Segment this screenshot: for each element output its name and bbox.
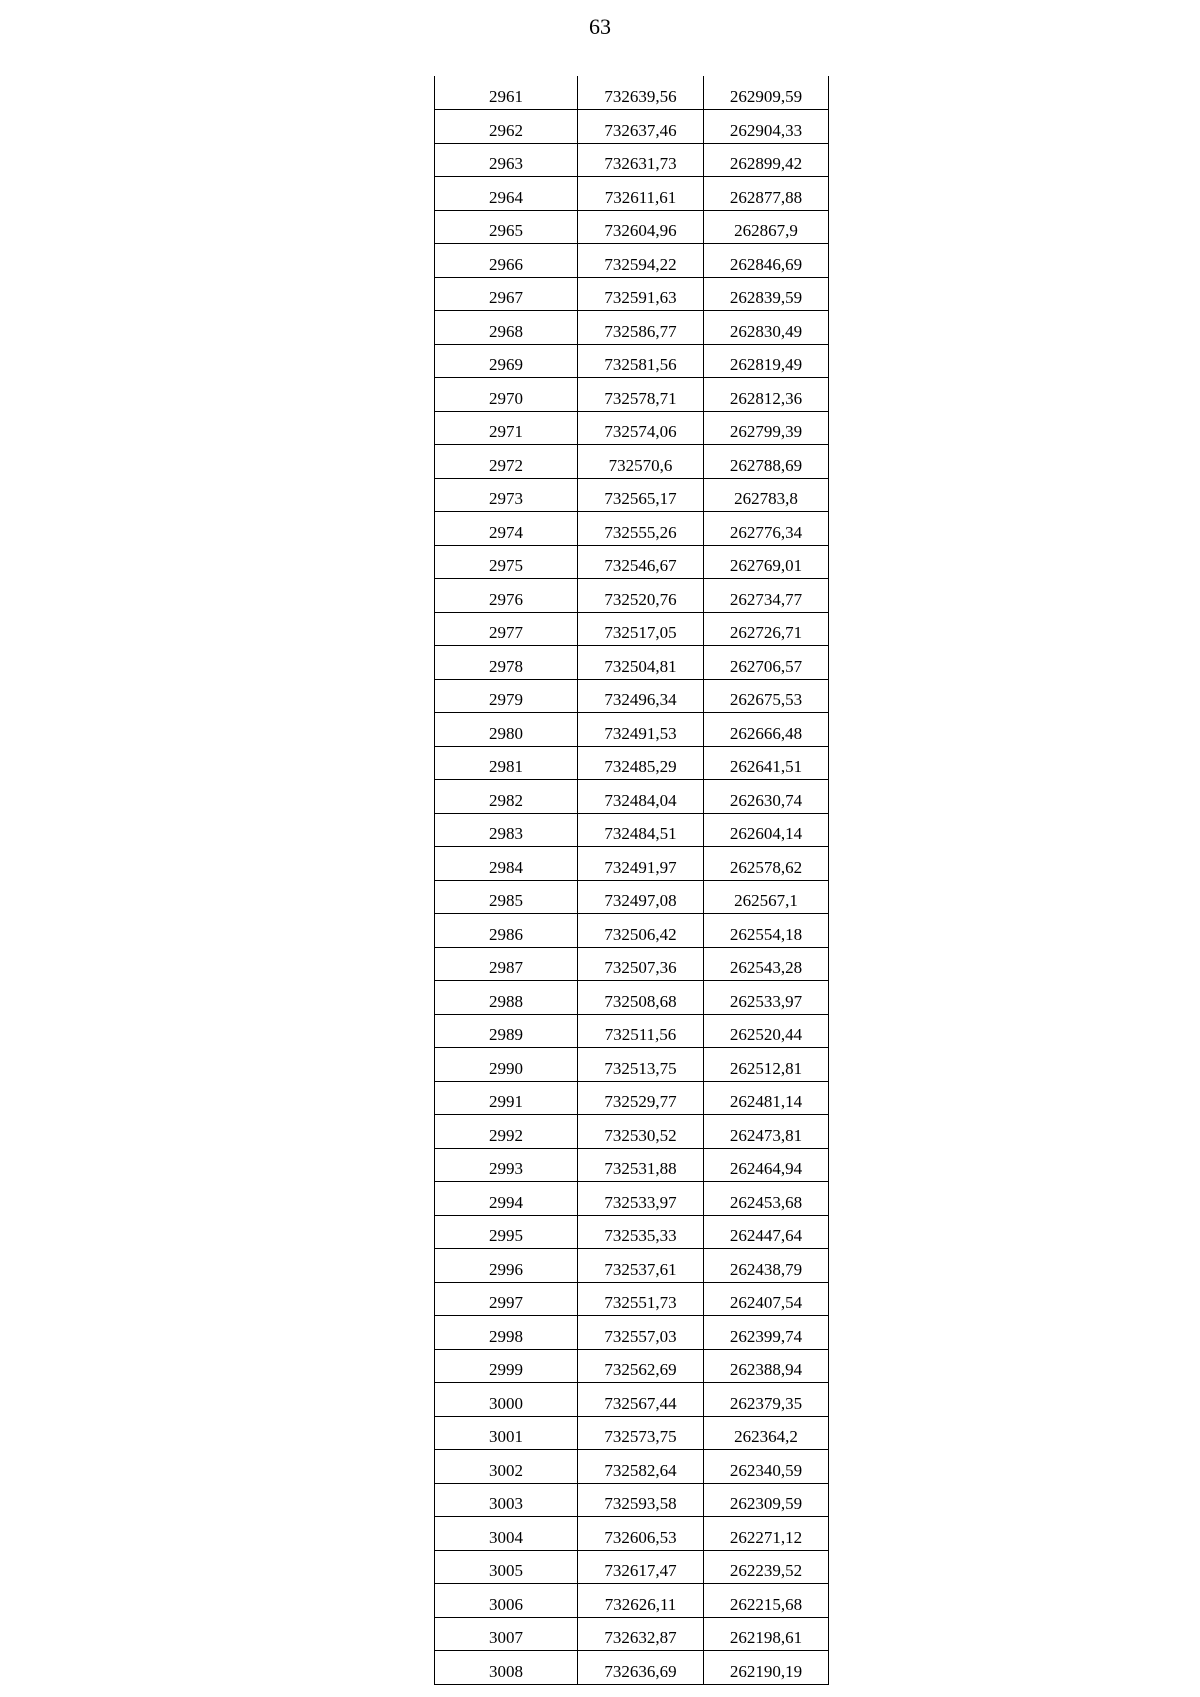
coordinates-table-body [435, 76, 829, 1684]
point-number-cell: 2978 [435, 646, 578, 680]
y-coordinate-cell: 262783,8 [704, 478, 829, 512]
table-row [435, 512, 829, 546]
y-coordinate-cell: 262554,18 [704, 914, 829, 948]
y-coordinate-cell: 262340,59 [704, 1450, 829, 1484]
table-row [435, 1517, 829, 1551]
x-coordinate-cell: 732530,52 [578, 1115, 704, 1149]
table-row [435, 1316, 829, 1350]
x-coordinate-cell: 732586,77 [578, 311, 704, 345]
point-number-cell: 2994 [435, 1182, 578, 1216]
table-row [435, 947, 829, 981]
y-coordinate-cell: 262909,59 [704, 76, 829, 110]
point-number-cell: 2976 [435, 579, 578, 613]
x-coordinate-cell: 732567,44 [578, 1383, 704, 1417]
x-coordinate-cell: 732485,29 [578, 746, 704, 780]
table-row [435, 646, 829, 680]
point-number-cell: 2980 [435, 713, 578, 747]
y-coordinate-cell: 262198,61 [704, 1617, 829, 1651]
x-coordinate-cell: 732513,75 [578, 1048, 704, 1082]
table-row [435, 110, 829, 144]
x-coordinate-cell: 732606,53 [578, 1517, 704, 1551]
table-row [435, 713, 829, 747]
point-number-cell: 2993 [435, 1148, 578, 1182]
x-coordinate-cell: 732604,96 [578, 210, 704, 244]
point-number-cell: 3004 [435, 1517, 578, 1551]
y-coordinate-cell: 262464,94 [704, 1148, 829, 1182]
point-number-cell: 2985 [435, 880, 578, 914]
y-coordinate-cell: 262904,33 [704, 110, 829, 144]
x-coordinate-cell: 732546,67 [578, 545, 704, 579]
y-coordinate-cell: 262578,62 [704, 847, 829, 881]
x-coordinate-cell: 732631,73 [578, 143, 704, 177]
y-coordinate-cell: 262447,64 [704, 1215, 829, 1249]
point-number-cell: 2998 [435, 1316, 578, 1350]
y-coordinate-cell: 262399,74 [704, 1316, 829, 1350]
table-row [435, 813, 829, 847]
table-row [435, 1550, 829, 1584]
point-number-cell: 2983 [435, 813, 578, 847]
x-coordinate-cell: 732533,97 [578, 1182, 704, 1216]
y-coordinate-cell: 262899,42 [704, 143, 829, 177]
point-number-cell: 2965 [435, 210, 578, 244]
y-coordinate-cell: 262481,14 [704, 1081, 829, 1115]
x-coordinate-cell: 732594,22 [578, 244, 704, 278]
point-number-cell: 3001 [435, 1416, 578, 1450]
table-row [435, 679, 829, 713]
x-coordinate-cell: 732639,56 [578, 76, 704, 110]
x-coordinate-cell: 732632,87 [578, 1617, 704, 1651]
point-number-cell: 2974 [435, 512, 578, 546]
y-coordinate-cell: 262512,81 [704, 1048, 829, 1082]
y-coordinate-cell: 262604,14 [704, 813, 829, 847]
table-row [435, 210, 829, 244]
point-number-cell: 3002 [435, 1450, 578, 1484]
y-coordinate-cell: 262473,81 [704, 1115, 829, 1149]
point-number-cell: 2999 [435, 1349, 578, 1383]
table-row [435, 1215, 829, 1249]
table-row [435, 579, 829, 613]
point-number-cell: 2969 [435, 344, 578, 378]
table-row [435, 1249, 829, 1283]
y-coordinate-cell: 262190,19 [704, 1651, 829, 1685]
y-coordinate-cell: 262407,54 [704, 1282, 829, 1316]
point-number-cell: 2984 [435, 847, 578, 881]
y-coordinate-cell: 262309,59 [704, 1483, 829, 1517]
table-row [435, 612, 829, 646]
x-coordinate-cell: 732517,05 [578, 612, 704, 646]
table-row [435, 1148, 829, 1182]
table-row [435, 1282, 829, 1316]
table-row [435, 981, 829, 1015]
x-coordinate-cell: 732611,61 [578, 177, 704, 211]
y-coordinate-cell: 262830,49 [704, 311, 829, 345]
point-number-cell: 2988 [435, 981, 578, 1015]
x-coordinate-cell: 732529,77 [578, 1081, 704, 1115]
table-row [435, 277, 829, 311]
point-number-cell: 2972 [435, 445, 578, 479]
table-row [435, 311, 829, 345]
table-row [435, 1651, 829, 1685]
table-row [435, 1584, 829, 1618]
point-number-cell: 2968 [435, 311, 578, 345]
x-coordinate-cell: 732537,61 [578, 1249, 704, 1283]
table-row [435, 880, 829, 914]
x-coordinate-cell: 732582,64 [578, 1450, 704, 1484]
table-row [435, 1048, 829, 1082]
y-coordinate-cell: 262666,48 [704, 713, 829, 747]
y-coordinate-cell: 262533,97 [704, 981, 829, 1015]
x-coordinate-cell: 732565,17 [578, 478, 704, 512]
x-coordinate-cell: 732574,06 [578, 411, 704, 445]
point-number-cell: 3008 [435, 1651, 578, 1685]
point-number-cell: 2961 [435, 76, 578, 110]
y-coordinate-cell: 262788,69 [704, 445, 829, 479]
table-row [435, 1014, 829, 1048]
y-coordinate-cell: 262846,69 [704, 244, 829, 278]
x-coordinate-cell: 732508,68 [578, 981, 704, 1015]
x-coordinate-cell: 732637,46 [578, 110, 704, 144]
page-number: 63 [589, 14, 611, 39]
y-coordinate-cell: 262734,77 [704, 579, 829, 613]
x-coordinate-cell: 732573,75 [578, 1416, 704, 1450]
x-coordinate-cell: 732484,51 [578, 813, 704, 847]
point-number-cell: 2992 [435, 1115, 578, 1149]
x-coordinate-cell: 732504,81 [578, 646, 704, 680]
y-coordinate-cell: 262438,79 [704, 1249, 829, 1283]
table-row [435, 1483, 829, 1517]
point-number-cell: 2975 [435, 545, 578, 579]
x-coordinate-cell: 732484,04 [578, 780, 704, 814]
x-coordinate-cell: 732497,08 [578, 880, 704, 914]
y-coordinate-cell: 262453,68 [704, 1182, 829, 1216]
table-row [435, 746, 829, 780]
x-coordinate-cell: 732562,69 [578, 1349, 704, 1383]
point-number-cell: 3007 [435, 1617, 578, 1651]
point-number-cell: 2967 [435, 277, 578, 311]
point-number-cell: 2982 [435, 780, 578, 814]
x-coordinate-cell: 732578,71 [578, 378, 704, 412]
table-row [435, 143, 829, 177]
point-number-cell: 2987 [435, 947, 578, 981]
point-number-cell: 2973 [435, 478, 578, 512]
point-number-cell: 2986 [435, 914, 578, 948]
point-number-cell: 2997 [435, 1282, 578, 1316]
y-coordinate-cell: 262215,68 [704, 1584, 829, 1618]
y-coordinate-cell: 262776,34 [704, 512, 829, 546]
y-coordinate-cell: 262567,1 [704, 880, 829, 914]
table-row [435, 244, 829, 278]
table-row [435, 1081, 829, 1115]
table-row [435, 545, 829, 579]
point-number-cell: 2995 [435, 1215, 578, 1249]
table-row [435, 1416, 829, 1450]
table-row [435, 344, 829, 378]
x-coordinate-cell: 732557,03 [578, 1316, 704, 1350]
x-coordinate-cell: 732593,58 [578, 1483, 704, 1517]
point-number-cell: 2989 [435, 1014, 578, 1048]
y-coordinate-cell: 262239,52 [704, 1550, 829, 1584]
table-row [435, 847, 829, 881]
table-row [435, 478, 829, 512]
y-coordinate-cell: 262706,57 [704, 646, 829, 680]
table-row [435, 378, 829, 412]
x-coordinate-cell: 732636,69 [578, 1651, 704, 1685]
x-coordinate-cell: 732496,34 [578, 679, 704, 713]
x-coordinate-cell: 732535,33 [578, 1215, 704, 1249]
y-coordinate-cell: 262543,28 [704, 947, 829, 981]
table-row [435, 1617, 829, 1651]
y-coordinate-cell: 262364,2 [704, 1416, 829, 1450]
point-number-cell: 2979 [435, 679, 578, 713]
x-coordinate-cell: 732506,42 [578, 914, 704, 948]
y-coordinate-cell: 262379,35 [704, 1383, 829, 1417]
table-row [435, 1383, 829, 1417]
table-row [435, 780, 829, 814]
table-row [435, 177, 829, 211]
table-row [435, 445, 829, 479]
x-coordinate-cell: 732491,97 [578, 847, 704, 881]
y-coordinate-cell: 262675,53 [704, 679, 829, 713]
y-coordinate-cell: 262839,59 [704, 277, 829, 311]
point-number-cell: 2966 [435, 244, 578, 278]
point-number-cell: 3005 [435, 1550, 578, 1584]
x-coordinate-cell: 732491,53 [578, 713, 704, 747]
table-row [435, 76, 829, 110]
point-number-cell: 2991 [435, 1081, 578, 1115]
table-row [435, 1349, 829, 1383]
table-row [435, 1450, 829, 1484]
x-coordinate-cell: 732520,76 [578, 579, 704, 613]
y-coordinate-cell: 262726,71 [704, 612, 829, 646]
x-coordinate-cell: 732581,56 [578, 344, 704, 378]
table-row [435, 411, 829, 445]
x-coordinate-cell: 732591,63 [578, 277, 704, 311]
y-coordinate-cell: 262799,39 [704, 411, 829, 445]
point-number-cell: 2981 [435, 746, 578, 780]
point-number-cell: 2964 [435, 177, 578, 211]
y-coordinate-cell: 262271,12 [704, 1517, 829, 1551]
point-number-cell: 2963 [435, 143, 578, 177]
y-coordinate-cell: 262812,36 [704, 378, 829, 412]
point-number-cell: 3006 [435, 1584, 578, 1618]
y-coordinate-cell: 262819,49 [704, 344, 829, 378]
table-row [435, 1182, 829, 1216]
x-coordinate-cell: 732617,47 [578, 1550, 704, 1584]
table-row [435, 914, 829, 948]
table-row [435, 1115, 829, 1149]
x-coordinate-cell: 732570,6 [578, 445, 704, 479]
point-number-cell: 3000 [435, 1383, 578, 1417]
x-coordinate-cell: 732626,11 [578, 1584, 704, 1618]
x-coordinate-cell: 732511,56 [578, 1014, 704, 1048]
y-coordinate-cell: 262641,51 [704, 746, 829, 780]
y-coordinate-cell: 262769,01 [704, 545, 829, 579]
y-coordinate-cell: 262520,44 [704, 1014, 829, 1048]
point-number-cell: 2990 [435, 1048, 578, 1082]
y-coordinate-cell: 262388,94 [704, 1349, 829, 1383]
y-coordinate-cell: 262877,88 [704, 177, 829, 211]
point-number-cell: 2977 [435, 612, 578, 646]
y-coordinate-cell: 262630,74 [704, 780, 829, 814]
point-number-cell: 2970 [435, 378, 578, 412]
point-number-cell: 2996 [435, 1249, 578, 1283]
x-coordinate-cell: 732507,36 [578, 947, 704, 981]
x-coordinate-cell: 732555,26 [578, 512, 704, 546]
x-coordinate-cell: 732551,73 [578, 1282, 704, 1316]
x-coordinate-cell: 732531,88 [578, 1148, 704, 1182]
point-number-cell: 2971 [435, 411, 578, 445]
y-coordinate-cell: 262867,9 [704, 210, 829, 244]
point-number-cell: 2962 [435, 110, 578, 144]
coordinates-table [434, 76, 829, 1685]
point-number-cell: 3003 [435, 1483, 578, 1517]
